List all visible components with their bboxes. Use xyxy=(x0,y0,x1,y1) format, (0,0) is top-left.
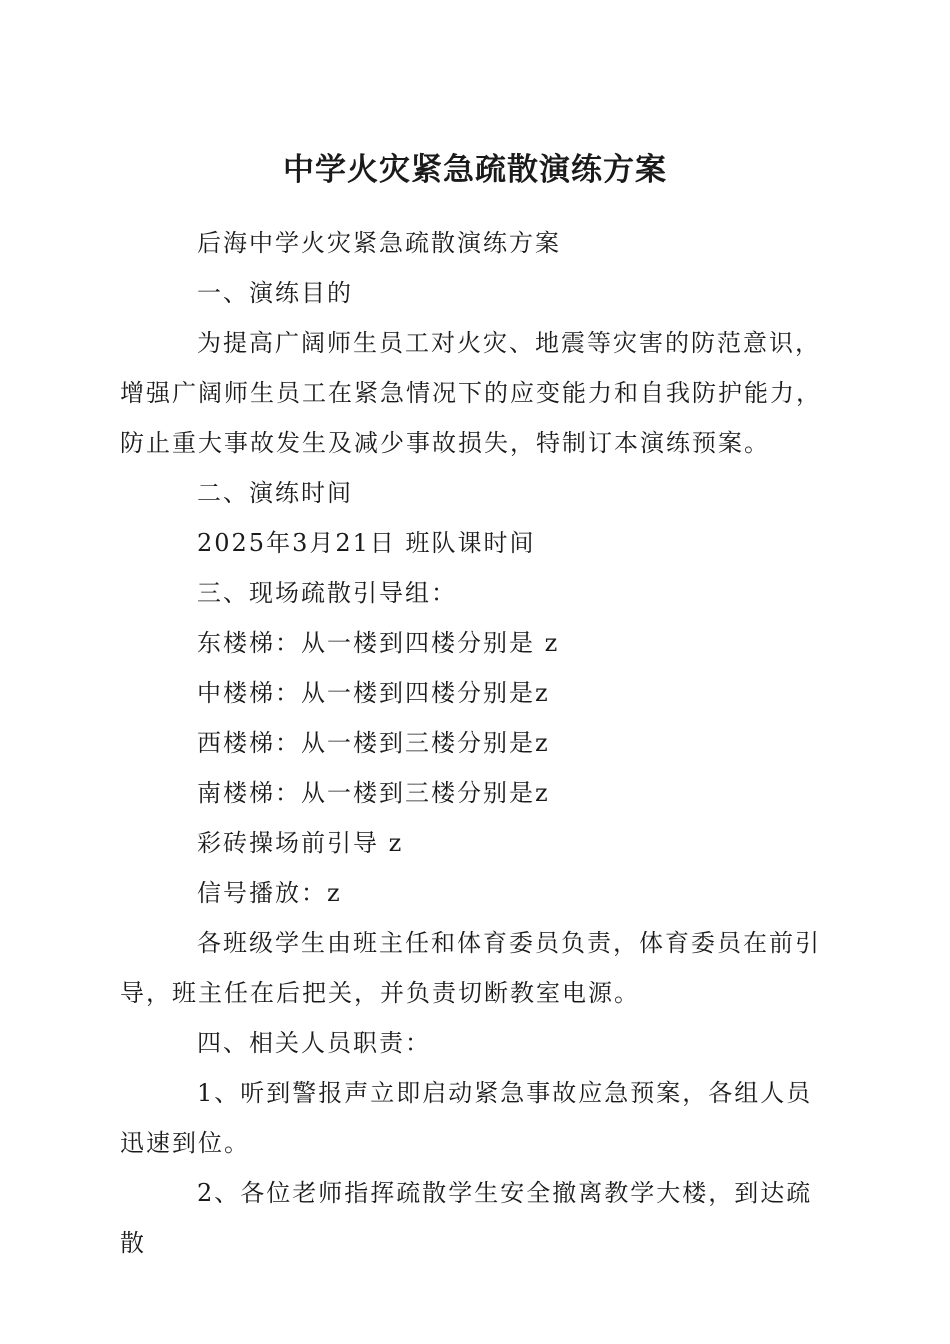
list-item-signal: 信号播放：z xyxy=(197,879,342,907)
list-item-playground-guide: 彩砖操场前引导 z xyxy=(197,829,404,857)
paragraph-class-responsibility: 各班级学生由班主任和体育委员负责，体育委员在前引导，班主任在后把关，并负责切断教室电源。 xyxy=(120,929,821,1007)
document-body xyxy=(120,218,834,1268)
list-item-middle-stairs: 中楼梯：从一楼到四楼分别是z xyxy=(197,679,550,707)
paragraph-duty-1: 1、听到警报声立即启动紧急事故应急预案，各组人员迅速到位。 xyxy=(120,1079,813,1157)
section-heading-purpose: 一、演练目的 xyxy=(197,279,353,307)
paragraph-purpose: 为提高广阔师生员工对火灾、地震等灾害的防范意识，增强广阔师生员工在紧急情况下的应变能力和自我防护能力，防止重大事故发生及减少事故损失，特制订本演练预案。 xyxy=(120,329,822,457)
paragraph-time: 2025年3月21日 班队课时间 xyxy=(197,529,536,557)
paragraph-duty-2: 2、各位老师指挥疏散学生安全撤离教学大楼，到达疏散 xyxy=(120,1179,813,1257)
section-heading-time: 二、演练时间 xyxy=(197,479,353,507)
list-item-west-stairs: 西楼梯：从一楼到三楼分别是z xyxy=(197,729,550,757)
list-item-east-stairs: 东楼梯：从一楼到四楼分别是 z xyxy=(197,629,560,657)
section-heading-duties: 四、相关人员职责： xyxy=(197,1029,431,1057)
paragraph-subtitle: 后海中学火灾紧急疏散演练方案 xyxy=(197,229,561,257)
document-title: 中学火灾紧急疏散演练方案 xyxy=(283,152,667,188)
list-item-south-stairs: 南楼梯：从一楼到三楼分别是z xyxy=(197,779,550,807)
section-heading-evacuation-group: 三、现场疏散引导组： xyxy=(197,579,457,607)
